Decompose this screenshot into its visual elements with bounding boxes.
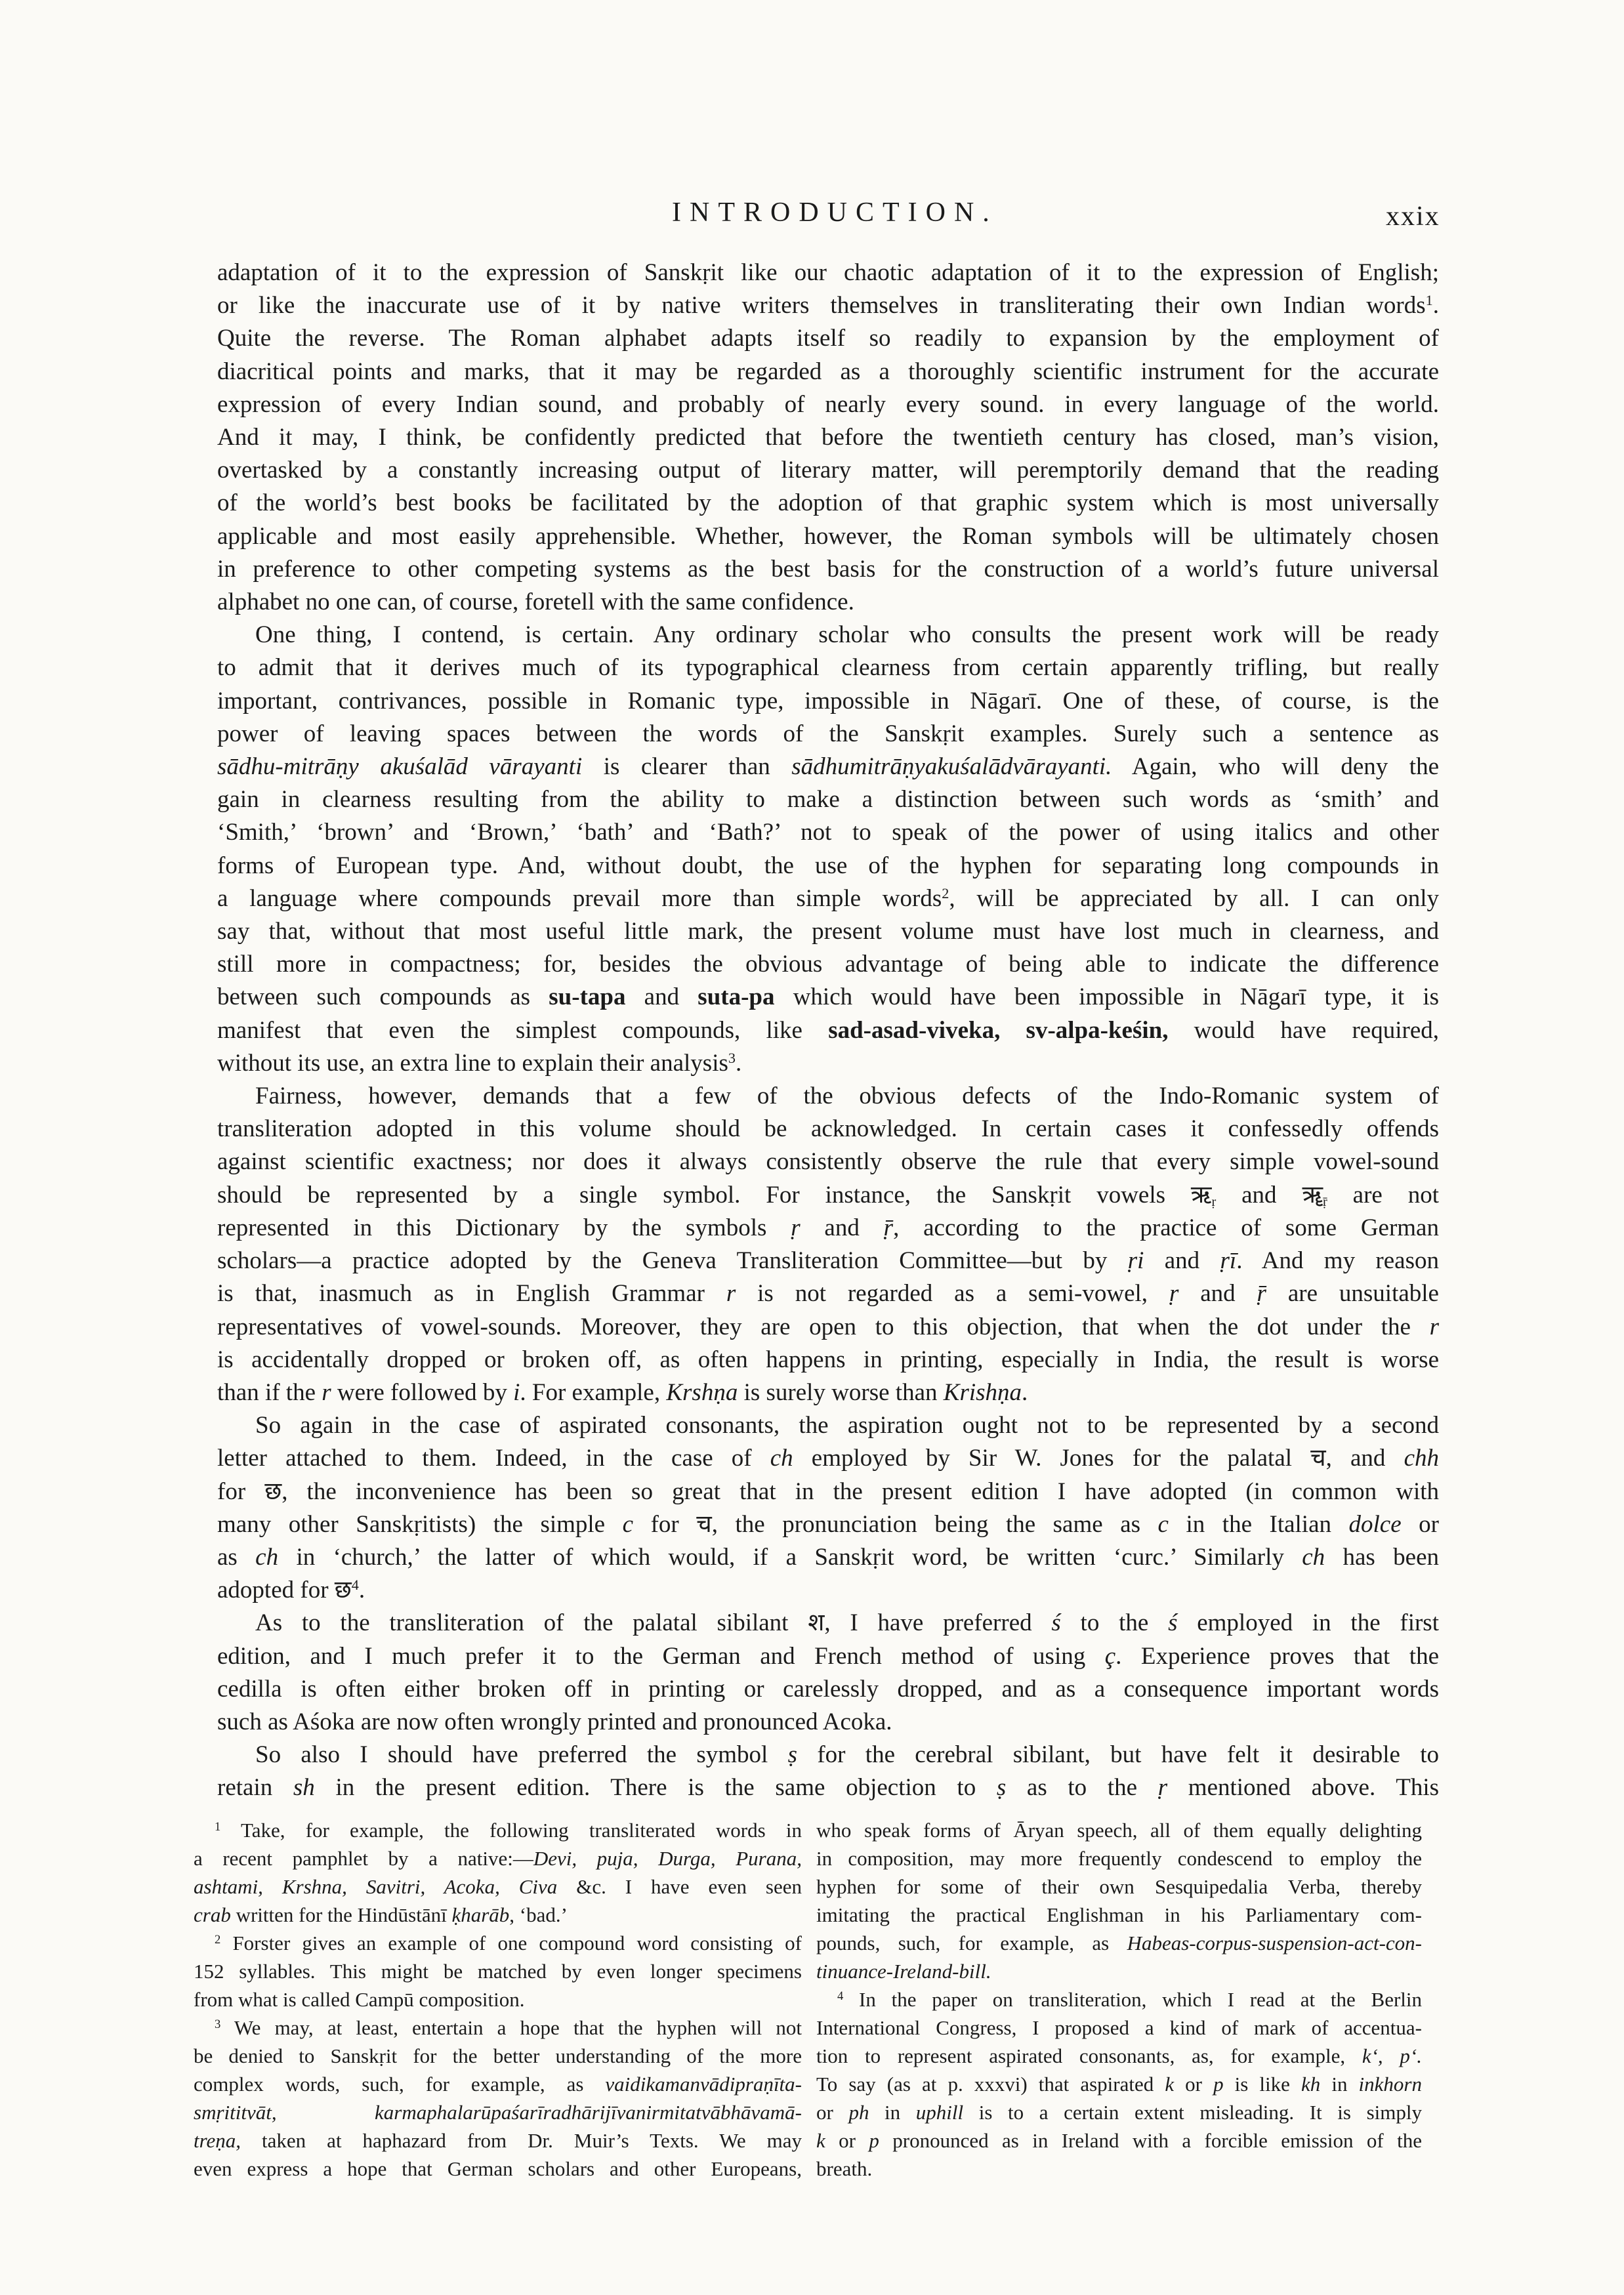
text-line [194, 1901, 802, 1929]
italic-text: ch [255, 1543, 279, 1571]
text-run: a language where compounds prevail more than simple words [217, 884, 942, 912]
text-run: tion to represent aspirated consonants, as, for example, [816, 2044, 1362, 2067]
text-line [194, 1872, 802, 1901]
italic-text: uphill [915, 2101, 964, 2124]
text-run: which would have been impossible in Nāgarī type, it is [774, 983, 1439, 1011]
text-run: in composition, may more frequently condescend to employ the [816, 1847, 1422, 1870]
text-run: or [816, 2101, 849, 2124]
text-line [217, 1047, 1439, 1080]
italic-text: smṛititvāt, karmaphalarūpaśarīradhārijīvanirmitatvābhāvamā- [194, 2101, 802, 2124]
text-line [816, 1816, 1422, 1844]
text-line [217, 1442, 1439, 1475]
italic-text: tinuance-Ireland-bill. [816, 1960, 991, 1983]
text-run: still more in compactness; for, besides the obvious advantage of being able to indicate the difference [217, 951, 1439, 978]
text-run: for छ, the inconvenience has been so great that in the present edition I have adopted (in common with [217, 1478, 1439, 1505]
footnote-marker: 1 [215, 1819, 221, 1834]
text-line [217, 1014, 1439, 1047]
text-line [217, 1607, 1439, 1640]
italic-text: chh [1404, 1445, 1439, 1472]
text-run: in the Italian [1168, 1510, 1349, 1538]
text-run: International Congress, I proposed a kind of mark of accentua- [816, 2016, 1422, 2039]
text-line [816, 2014, 1422, 2042]
text-run: and [1144, 1247, 1220, 1275]
text-line [816, 1844, 1422, 1872]
text-run: who speak forms of Āryan speech, all of them equally delighting [816, 1819, 1422, 1842]
italic-text: ç [1104, 1642, 1116, 1670]
italic-text: r [322, 1378, 331, 1406]
text-run: such as Aśoka are now often wrongly printed and pronounced Acoka. [217, 1708, 892, 1735]
text-line [816, 1872, 1422, 1901]
footnotes [0, 1816, 1624, 2210]
italic-text: r [1429, 1313, 1439, 1340]
text-line [217, 586, 1439, 619]
text-line [217, 1311, 1439, 1344]
italic-text: ch [1302, 1543, 1325, 1571]
text-run: And it may, I think, be confidently predicted that before the twentieth century has closed, man’s vision, [217, 424, 1439, 451]
footnote-marker: 2 [215, 1932, 221, 1947]
text-line [194, 1929, 802, 1957]
italic-text: ṛ [1157, 1774, 1168, 1802]
text-run: manifest that even the simplest compounds, like [217, 1016, 829, 1044]
text-run: from what is called Campū composition. [194, 1988, 525, 2011]
text-line [217, 1771, 1439, 1804]
text-run: power of leaving spaces between the words of the Sanskṛit examples. Surely such a sentence as [217, 720, 1439, 747]
text-line [217, 1344, 1439, 1376]
text-line [217, 850, 1439, 882]
text-line [194, 2014, 802, 2042]
text-run: a recent pamphlet by a native:— [194, 1847, 533, 1870]
italic-text: ṛ [791, 1214, 801, 1241]
text-line [194, 1844, 802, 1872]
italic-text: p [869, 2129, 879, 2152]
text-run: in the present edition. There is the same objection to [314, 1774, 997, 1802]
italic-text: ś [1168, 1609, 1178, 1637]
text-run: employed in the first [1177, 1609, 1439, 1637]
text-run: We may, at least, entertain a hope that the hyphen will not [220, 2016, 802, 2039]
italic-text: r [726, 1280, 736, 1308]
footnote [194, 2014, 802, 2183]
text-line [816, 1929, 1422, 1957]
text-run: cedilla is often either broken off in printing or carelessly dropped, and as a consequence important words [217, 1675, 1439, 1703]
text-line [217, 1212, 1439, 1245]
body-paragraph [217, 1409, 1439, 1607]
italic-text: ś [1051, 1609, 1061, 1637]
text-line [217, 1376, 1439, 1409]
text-line [816, 2070, 1422, 2098]
text-run: and [800, 1214, 884, 1241]
footnote-continuation [816, 1816, 1422, 1985]
text-line [816, 1957, 1422, 1985]
text-line [217, 289, 1439, 322]
text-line [217, 651, 1439, 684]
text-run: transliteration adopted in this volume should be acknowledged. In certain cases it confessedly offends [217, 1115, 1439, 1143]
text-run: or [1174, 2073, 1214, 2096]
footnote [194, 1816, 802, 1929]
text-line [816, 2126, 1422, 2155]
text-run: , according to the practice of some German [893, 1214, 1439, 1241]
italic-text: ṣ [996, 1774, 1007, 1802]
italic-text: treṇa, [194, 2129, 241, 2152]
italic-text: p [1213, 2073, 1224, 2096]
body-paragraph [217, 257, 1439, 619]
text-run: in [869, 2101, 916, 2124]
footnote [194, 1929, 802, 2014]
text-run: mentioned above. This [1167, 1774, 1439, 1802]
italic-text: dolce [1348, 1510, 1402, 1538]
text-run: Take, for example, the following transliterated words in [220, 1819, 802, 1842]
text-run: diacritical points and marks, that it may be regarded as a thoroughly scientific instrument for the accurate [217, 358, 1439, 385]
running-title: INTRODUCTION. [672, 197, 998, 228]
text-run: for the cerebral sibilant, but have felt it desirable to [797, 1741, 1439, 1769]
text-run: is accidentally dropped or broken off, as often happens in printing, especially in India, the result is worse [217, 1346, 1439, 1373]
text-line [816, 1901, 1422, 1929]
text-run: Quite the reverse. The Roman alphabet adapts itself so readily to expansion by the employment of [217, 325, 1439, 352]
text-line [194, 2098, 802, 2126]
text-line [217, 322, 1439, 355]
text-run: So again in the case of aspirated consonants, the aspiration ought not to be represented by a second [255, 1412, 1439, 1439]
text-line [217, 1277, 1439, 1310]
text-run: in preference to other competing systems as the best basis for the construction of a world’s future universal [217, 555, 1439, 583]
text-run: has been [1325, 1543, 1439, 1571]
text-line [217, 1508, 1439, 1541]
text-run: and [1178, 1280, 1257, 1308]
text-run: should be represented by a single symbol. For instance, the Sanskṛit vowels ऋ [217, 1181, 1212, 1209]
text-run: One thing, I contend, is certain. Any ordinary scholar who consults the present work will be ready [255, 621, 1439, 649]
text-run: or [1401, 1510, 1439, 1538]
text-run: expression of every Indian sound, and probably of nearly every sound. in every language of the world. [217, 390, 1439, 418]
footnote-marker: 3 [215, 2017, 221, 2031]
body-paragraph [217, 619, 1439, 1080]
text-run: So also I should have preferred the symbol [255, 1741, 788, 1769]
text-run: of the world’s best books be facilitated by the adoption of that graphic system which is most universally [217, 489, 1439, 517]
text-run: to the [1060, 1609, 1169, 1637]
italic-text: ṛ [1169, 1280, 1179, 1308]
footnote-ref: 2 [942, 884, 949, 901]
italic-text: ṛī [1220, 1247, 1237, 1275]
text-run: as to the [1006, 1774, 1158, 1802]
text-run: are unsuitable [1266, 1280, 1439, 1308]
italic-text: ph [848, 2101, 869, 2124]
text-line [217, 1409, 1439, 1442]
text-run: against scientific exactness; nor does it always consistently observe the rule that every simple vowel-sound [217, 1148, 1439, 1176]
text-line [194, 1816, 802, 1844]
italic-text: inkhorn [1358, 2073, 1422, 2096]
text-line [217, 553, 1439, 586]
text-run: to admit that it derives much of its typographical clearness from certain apparently trifling, but really [217, 654, 1439, 682]
text-run: without its use, an extra line to explain their analysis [217, 1049, 728, 1077]
subscript-transliteration: ṛ [1211, 1194, 1217, 1209]
text-run: in ‘church,’ the latter of which would, if a Sanskṛit word, be written ‘curc.’ Similarly [278, 1543, 1302, 1571]
text-line [816, 2155, 1422, 2183]
text-run: scholars—a practice adopted by the Geneva Transliteration Committee—but by [217, 1247, 1128, 1275]
text-run: As to the transliteration of the palatal sibilant श, I have preferred [255, 1609, 1052, 1637]
text-run: overtasked by a constantly increasing output of literary matter, will peremptorily demand that the reading [217, 457, 1439, 484]
italic-text: k [1165, 2073, 1175, 2096]
text-line [816, 1985, 1422, 2014]
text-line [816, 2098, 1422, 2126]
italic-text: Habeas-corpus-suspension-act-con- [1127, 1932, 1422, 1954]
text-run: Forster gives an example of one compound word consisting of [220, 1932, 802, 1954]
text-line [217, 1146, 1439, 1178]
italic-text: ṣ [787, 1741, 798, 1769]
text-run: are not [1327, 1181, 1439, 1209]
italic-text: kh [1301, 2073, 1321, 2096]
body-paragraph [217, 1607, 1439, 1739]
italic-text: c [1157, 1510, 1169, 1538]
text-line [816, 2042, 1422, 2070]
text-run: were followed by [331, 1378, 514, 1406]
text-line [217, 619, 1439, 651]
text-run: . [358, 1577, 365, 1604]
footnote-ref: 3 [728, 1049, 736, 1066]
text-line [194, 2042, 802, 2070]
text-run: applicable and most easily apprehensible. Whether, however, the Roman symbols will be ultimately chosen [217, 522, 1439, 550]
text-line [217, 1080, 1439, 1113]
text-run: pronounced as in Ireland with a forcible emission of the [879, 2129, 1422, 2152]
italic-text: c [622, 1510, 634, 1538]
italic-text: k [816, 2129, 825, 2152]
text-run: is clearer than [582, 753, 792, 781]
text-run: edition, and I much prefer it to the German and French method of using [217, 1642, 1105, 1670]
text-run: than if the [217, 1378, 322, 1406]
text-line [217, 487, 1439, 520]
bold-text: su-tapa [549, 983, 626, 1011]
text-line [217, 685, 1439, 718]
italic-text: sādhu-mitrāṇy akuśalād vārayanti [217, 753, 583, 781]
body-paragraph [217, 1739, 1439, 1804]
text-run: and [625, 983, 698, 1011]
text-run: . [1432, 292, 1439, 320]
text-run: Fairness, however, demands that a few of the obvious defects of the Indo-Romanic system of [255, 1083, 1439, 1110]
text-line [217, 948, 1439, 981]
italic-text: ḳharāb [451, 1903, 510, 1926]
text-run: adaptation of it to the expression of Sanskṛit like our chaotic adaptation of it to the expression of English; [217, 259, 1439, 286]
italic-text: ch [770, 1445, 793, 1472]
text-run: alphabet no one can, of course, foretell with the same confidence. [217, 589, 854, 616]
text-line [217, 783, 1439, 816]
text-line [217, 718, 1439, 751]
text-run: , will be appreciated by all. I can only [949, 884, 1440, 912]
text-run: important, contrivances, possible in Romanic type, impossible in Nāgarī. One of these, of course, is the [217, 687, 1439, 714]
text-run: . [735, 1049, 742, 1077]
italic-text: ṝ [883, 1214, 894, 1241]
italic-text: Krishṇa [943, 1378, 1022, 1406]
footnote-ref: 4 [351, 1576, 359, 1593]
text-line [217, 1739, 1439, 1771]
footnote-column-left [194, 1816, 802, 2183]
text-run: taken at haphazard from Dr. Muir’s Texts. We may [241, 2129, 802, 2152]
italic-text: k‘, p‘. [1362, 2044, 1423, 2067]
text-run: and ॠ [1216, 1181, 1323, 1209]
italic-text: sādhumitrāṇyakuśalādvārayanti. [791, 753, 1112, 781]
text-line [217, 915, 1439, 948]
text-line [217, 388, 1439, 421]
italic-text: ṛi [1127, 1247, 1144, 1275]
italic-text: Devi, puja, Durga, Purana, [533, 1847, 802, 1870]
text-run: for च, the pronunciation being the same as [633, 1510, 1158, 1538]
text-run: &c. I have even seen [557, 1875, 802, 1898]
text-line [217, 1574, 1439, 1607]
bold-text: sad-asad-viveka, sv-alpa-keśin, [828, 1016, 1169, 1044]
text-run: retain [217, 1774, 293, 1802]
text-run: 152 syllables. This might be matched by even longer specimens [194, 1960, 802, 1983]
text-line [217, 454, 1439, 487]
text-run: in [1320, 2073, 1359, 2096]
text-run: Again, who will deny the [1112, 753, 1439, 781]
text-run: representatives of vowel-sounds. Moreover, they are open to this objection, that when the dot under the [217, 1313, 1430, 1340]
text-run: is to a certain extent misleading. It is simply [963, 2101, 1422, 2124]
italic-text: ashtami, Krshna, Savitri, Acoka, Civa [194, 1875, 558, 1898]
text-run: written for the Hindūstānī [230, 1903, 452, 1926]
text-run: imitating the practical Englishman in his Parliamentary com- [816, 1903, 1422, 1926]
text-run: or like the inaccurate use of it by native writers themselves in transliterating their own Indian words [217, 292, 1426, 320]
text-line [217, 520, 1439, 553]
bold-text: suta-pa [697, 983, 775, 1011]
text-run: is not regarded as a semi-vowel, [736, 1280, 1169, 1308]
text-run: hyphen for some of their own Sesquipedalia Verba, thereby [816, 1875, 1422, 1898]
italic-text: sh [293, 1774, 315, 1802]
text-run: employed by Sir W. Jones for the palatal च, and [793, 1445, 1404, 1472]
text-run: . Experience proves that the [1115, 1642, 1440, 1670]
text-run: as [217, 1543, 256, 1571]
text-line [217, 751, 1439, 783]
body-text [217, 257, 1439, 1805]
text-run: is like [1223, 2073, 1301, 2096]
text-run: is surely worse than [738, 1378, 944, 1406]
text-line [217, 421, 1439, 454]
text-run: say that, without that most useful little mark, the present volume must have lost much in clearness, and [217, 918, 1439, 945]
text-line [217, 816, 1439, 849]
text-run: represented in this Dictionary by the symbols [217, 1214, 791, 1241]
text-run: . For example, [520, 1378, 667, 1406]
text-run: letter attached to them. Indeed, in the case of [217, 1445, 770, 1472]
footnote [816, 1985, 1422, 2183]
footnote-column-right [816, 1816, 1422, 2183]
italic-text: crab [194, 1903, 231, 1926]
text-run: . And my reason [1236, 1247, 1439, 1275]
footnote-marker: 4 [837, 1989, 844, 2003]
italic-text: ṝ [1257, 1280, 1266, 1308]
text-run: is that, inasmuch as in English Grammar [217, 1280, 726, 1308]
italic-text: Krshṇa [666, 1378, 738, 1406]
text-run: complex words, such, for example, as [194, 2073, 606, 2096]
text-run: or [825, 2129, 869, 2152]
subscript-transliteration: ṝ [1323, 1194, 1327, 1209]
text-line [194, 1985, 802, 2014]
text-run: breath. [816, 2157, 873, 2180]
text-line [217, 257, 1439, 289]
body-paragraph [217, 1080, 1439, 1409]
text-line [217, 1673, 1439, 1706]
text-line [217, 1245, 1439, 1277]
text-line [194, 1957, 802, 1985]
text-line [217, 1706, 1439, 1739]
text-run: ‘Smith,’ ‘brown’ and ‘Brown,’ ‘bath’ and ‘Bath?’ not to speak of the power of using italics and other [217, 819, 1439, 846]
text-line [217, 981, 1439, 1014]
text-run: even express a hope that German scholars and other Europeans, [194, 2157, 802, 2180]
text-line [217, 1640, 1439, 1673]
italic-text: i [513, 1378, 520, 1406]
text-line [194, 2155, 802, 2183]
text-run: . [1022, 1378, 1028, 1406]
text-run: In the paper on transliteration, which I read at the Berlin [843, 1988, 1422, 2011]
text-run: would have required, [1168, 1016, 1439, 1044]
text-run: gain in clearness resulting from the ability to make a distinction between such words as ‘smith’ and [217, 786, 1439, 814]
text-line [217, 1113, 1439, 1146]
italic-text: vaidikamanvādipraṇīta- [605, 2073, 802, 2096]
text-run: adopted for छ [217, 1577, 352, 1604]
text-line [194, 2070, 802, 2098]
text-line [217, 1476, 1439, 1508]
text-line [217, 882, 1439, 915]
text-run: , ‘bad.’ [509, 1903, 568, 1926]
footnote-ref: 1 [1425, 292, 1433, 308]
text-line [217, 1541, 1439, 1574]
text-run: To say (as at p. xxxvi) that aspirated [816, 2073, 1165, 2096]
text-line [217, 1179, 1439, 1212]
page-number: xxix [1386, 201, 1440, 232]
text-line [194, 2126, 802, 2155]
text-run: between such compounds as [217, 983, 549, 1011]
text-run: pounds, such, for example, as [816, 1932, 1127, 1954]
text-run: be denied to Sanskṛit for the better understanding of the more [194, 2044, 802, 2067]
text-run: many other Sanskṛitists) the simple [217, 1510, 623, 1538]
text-run: forms of European type. And, without doubt, the use of the hyphen for separating long compounds in [217, 852, 1439, 879]
text-line [217, 356, 1439, 388]
